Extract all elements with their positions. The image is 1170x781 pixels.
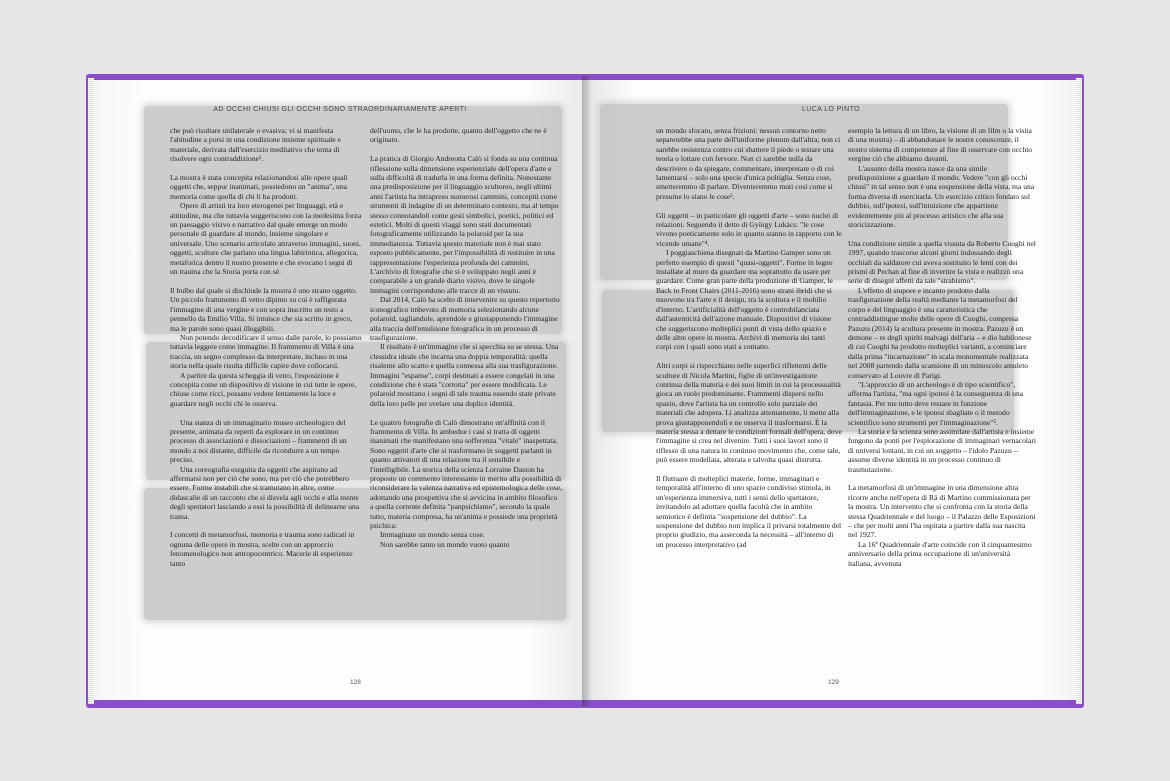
- paragraph: Le quattro fotografie di Calò dimostrano un'affinità con il frammento di Villa. In ambedue i casi si tratta di oggetti inanimati che manifestano una sofferenza "vitale" inaspettata. Sono oggetti d'arte che si trasformano in soggetti parlanti in quanto attivatori di una relazione tra il sensibile e l'intelligibile. La storica della scienza Lorraine Daston ha proposto un commento interessante in merito alla possibilità di riconsiderare la valenza narrativa ed epistemologica delle cose, adottando una prospettiva che si avvicina in ambito filosofico a quella corrente definita "panpsichismo", secondo la quale tutto, materia compresa, ha un'anima e possiede una proprietà psichica:: [370, 417, 562, 531]
- right-page: [586, 80, 1076, 700]
- paragraph: esempio la lettura di un libro, la visione di un film o la visita di una mostra) – di abbandonare le nostre conoscenze, il nostro sistema di competenze al fine di osservare con occhio vergine ciò che abbiamo davanti.: [848, 126, 1033, 164]
- paragraph: La storia e la scienza sono assimilate dall'artista e insieme fungono da ponti per l'esplorazione di immaginari vernacolari di universi lontani, in cui un soggetto – l'idolo Pazuzu – assume diverse identità in un processo continuo di trasmutazione.: [848, 426, 1036, 474]
- page-number: 128: [350, 679, 361, 686]
- paragraph: Il risultato è un'immagine che si specchia su se stessa. Una clessidra ideale che incarna una doppia temporalità: quella risalente allo scatto e quella connessa alla sua trasfigurazione. Immagini "espanse", corpi destinati a essere congelati in una condizione che è stata "corrotta" per essere modificata. Le polaroid mostrano i segni di tale trauma essendo state private della loro pelle per svelare una duplice identità.: [370, 342, 559, 408]
- paragraph: che può risultare unilaterale o evasiva; vi si manifesta l'abitudine a porsi in una condizione insieme spirituale e materiale, derivata dall'esercizio meditativo che tenta di risolvere ogni contraddizione².: [170, 126, 341, 164]
- page-edges-right: [1076, 78, 1082, 704]
- right-column-1: [656, 126, 842, 559]
- paragraph: La mostra è stata concepita relazionandosi alle opere quali oggetti che, seppur inanimati, possiedono un "anima", una memoria come quella di chi li ha prodotti.: [170, 173, 348, 201]
- paragraph: Gli oggetti – in particolare gli oggetti d'arte – sono nuclei di relazioni. Seguendo il detto di György Lukács: "le cose vivono poeticamente solo in quanto stanno in rapporto con le vicende umane"⁴.: [656, 210, 842, 248]
- paragraph: Altri corpi si rispecchiano nelle superfici riflettenti delle sculture di Nicola Martini, figlie di un'investigazione continua della materia e dei suoi limiti in cui la processualità gioca un ruolo predominante. Frammenti dispersi nello spazio, dove l'artista ha un controllo solo parziale dei materiali che adopera. Li analizza attentamente, li mette alla prova giustapponendoli e ne osserva il trasformarsi. È la materia stessa a dettare le condizioni formali dell'opera, dove l'immagine si crea nel divenire. Tutti i suoi lavori sono il riflesso di una natura in continuo movimento che, come tale, può essere modellata, alterata e talvolta quasi distrutta.: [656, 361, 842, 465]
- paragraph: un mondo sfocato, senza frizioni: nessun contorno netto separerebbe una parte dell'uniforme plenum dall'altra; non ci sarebbe resistenza contro cui sbattere il piede o testare una teoria o lottare con fervore. Non ci sarebbe nulla da descrivere o da spiegare, commentare, interpretare o di cui lamentarsi – solo una specie d'unica poltiglia. Senza cose, smetteremmo di parlare. Diventeremmo muti così come si presume lo siano le cose³.: [656, 126, 841, 201]
- paragraph: Non potendo decodificare il senso dalle parole, lo possiamo tuttavia leggere come immagine. Il frammento di Villa è una traccia, un segno complesso da interpretare, incluso in una storia nella quale risulta difficile capire dove collocarsi.: [170, 332, 362, 371]
- paragraph: L'effetto di stupore e incanto prodotto dalla trasfigurazione della realtà mediante la metamorfosi del corpo e del linguaggio è una caratteristica che contraddistingue molte delle opere di Cuoghi, compresa Pazuzu (2014) la scultura presente in mostra. Pazuzu è un demone – re degli spiriti malvagi dell'aria – e dio babilonese di cui Cuoghi ha prodotto molteplici varianti, a cominciare dalla prima "incarnazione" in scala monumentale realizzata nel 2008 partendo dalla scansione di un minuscolo amuleto conservato al Louvre di Parigi.: [848, 285, 1032, 380]
- paragraph: Immaginate un mondo senza cose.: [380, 530, 485, 540]
- spine-shadow: [582, 76, 592, 706]
- paragraph: L'assunto della mostra nasce da una simile predisposizione a guardare il mondo. Vedere "con gli occhi chiusi" in tal senso non è una sospensione della vista, ma una forma diversa di esercitarla. Un esercizio critico fondato sul dubbio, sull'ipotesi, sull'intuizione che appartiene evidentemente più al processo artistico che alla sua storicizzazione.: [848, 163, 1035, 230]
- paragraph: I poggiaschiena disegnati da Martino Gamper sono un perfetto esempio di questi "quasi-oggetti". Forme in legno installate al muro da guardare ma soprattutto da usare per guardare. Come gran parte della produzione di Gamper, le Back to Front Chairs (2011-2016) sono strani ibridi che si muovono tra l'arte e il design, tra la scultura e il mobilio d'interno. L'artificialità dell'oggetto è controbilanciata dall'autenticità dell'azione manuale. Dispositivi di visione che suggeriscono molteplici punti di vista dello spazio e delle altre opere in mostra. Archivi di memoria dei tanti corpi con i quali sono stati a contatto.: [656, 248, 833, 352]
- paragraph: La 16ª Quadriennale d'arte coincide con il cinquantesimo anniversario della prima occupazione di un'università italiana, avvenuta: [848, 539, 1032, 568]
- paragraph: dell'uomo, che le ha prodotte, quanto dell'oggetto che ne è originato.: [370, 126, 547, 145]
- paragraph: "L'approccio di un archeologo è di tipo scientifico", afferma l'artista, "ma ogni ipotesi è la conseguenza di una fantasia. Per me tutto deve restare in funzione dell'immaginazione, e le ipotesi sbagliate o il metodo scientifico sono strumenti per l'immaginazione"⁵.: [848, 379, 1024, 427]
- paragraph: Opere di artisti tra loro eterogenei per linguaggi, età e attitudine, ma che tuttavia suggeriscono con la medesima forza un paesaggio visivo e narrativo dal quale emerge un modo personale di guardare al mondo, insieme singolare e universale. Uno scenario articolato attraverso immagini, suoni, oggetti, sculture che parlano una lingua labirintica, allegorica, metaforica dentro il nostro presente e che evocano i segni di un trauma che la Storia porta con sé.: [170, 201, 362, 277]
- paragraph: La metamorfosi di un'immagine in una dimensione altra ricorre anche nell'opera di Rä di Martino commissionata per la mostra. Un intervento che si confronta con la storia della stessa Quadriennale e del luogo – il Palazzo delle Esposizioni – che per molti anni l'ha ospitata a partire dalla sua nascita nel 1927.: [848, 483, 1036, 540]
- paragraph: Una coreografia eseguita da oggetti che aspirano ad affermarsi non per ciò che sono, ma per ciò che potrebbero essere. Forme instabili che si tramutano in altre, come didascalie di un racconto che si disvela agli occhi e alla mente degli spettatori lasciando a essi la possibilità di delinearne una trama.: [170, 464, 360, 521]
- running-header: LUCA LO PINTO: [802, 106, 860, 113]
- left-column-1: [170, 126, 362, 577]
- paragraph: La pratica di Giorgio Andreotta Calò si fonda su una continua riflessione sulla dimensione esperienziale dell'opera d'arte e sulla difficoltà di tradurla in una forma definita. Nonostante una predisposizione per il linguaggio scultoreo, negli ultimi anni l'artista ha intrapreso numerosi cammini, concepiti come strumenti di indagine di un determinato contesto, ma al tempo stesso connotandoli come gesti simbolici, poetici, politici ed estetici. Molti di questi viaggi sono stati documentati fotograficamente utilizzando la polaroid per la sua immediatezza. Tuttavia questo materiale non è mai stato esposto pubblicamente, per l'impossibilità di restituire in una rappresentazione l'esperienza profonda dei cammini. L'archivio di fotografie che si è sviluppato negli anni è comparabile a un grande diario visivo, dove le singole immagini corrispondono alle tracce di un vissuto.: [370, 154, 559, 295]
- paragraph: Il bulbo dal quale si dischiude la mostra è uno strano oggetto. Un piccolo frammento di vetro dipinto su cui è raffigurata l'immagine di una vergine e con sopra inscritto un testo a pennello da Emilio Villa. Si intuisce che sia scritto in greco, ma le parole sono quasi illeggibili.: [170, 285, 357, 333]
- left-column-2: [370, 126, 562, 559]
- paragraph: Dal 2014, Calò ha scelto di intervenire su questo repertorio iconografico imbevuto di memoria selezionando alcune polaroid, tagliandole, aprendole e giustapponendo l'immagine alla traccia dell'emulsione fotografica in un processo di trasfigurazione.: [370, 295, 560, 342]
- paragraph: A partire da questa scheggia di vetro, l'esposizione è concepita come un dispositivo di visione in cui tutte le opere, chiuse come ricci, possano vedere lentamente la luce e guardare negli occhi chi le osserva.: [170, 370, 357, 408]
- page-number: 129: [828, 679, 839, 686]
- paragraph: Una stanza di un immaginario museo archeologico del presente, animata da reperti da esplorare in un continuo processo di associazioni e dissociazioni – frammenti di un mondo a noi distante, difficile da ricondurre a un tempo preciso.: [170, 417, 347, 465]
- paragraph: Il fluttuare di molteplici materie, forme, immaginari e temporalità all'interno di uno spazio condiviso stimola, in un'esperienza immersiva, tutti i sensi dello spettatore, invitandolo ad adottare quella facoltà che in ambito semiotico è definita "sospensione del dubbio". La sospensione del dubbio non implica il privarsi totalmente del proprio giudizio, ma asseconda la necessità – all'interno di un processo interpretativo (ad: [656, 473, 842, 549]
- right-column-2: [848, 126, 1036, 577]
- left-page: [94, 80, 586, 700]
- running-header: AD OCCHI CHIUSI GLI OCCHI SONO STRAORDINARIAMENTE APERTI: [213, 106, 467, 113]
- paragraph: I concetti di metamorfosi, memoria e trauma sono radicati in ognuna delle opere in mostra, scelte con un approccio fenomenologico non antropocentrico. Macerie di esperienze tanto: [170, 530, 355, 568]
- paragraph: Non sarebbe tanto un mondo vuoto quanto: [380, 539, 510, 549]
- paragraph: Una condizione simile a quella vissuta da Roberto Cuoghi nel 1997, quando trascorse alcuni giorni indossando degli occhiali da saldatore cui aveva sostituito le lenti con dei prismi di Pechan al fine di invertire la vista e realizzò una serie di disegni affetti da tale "strabismo".: [848, 238, 1036, 286]
